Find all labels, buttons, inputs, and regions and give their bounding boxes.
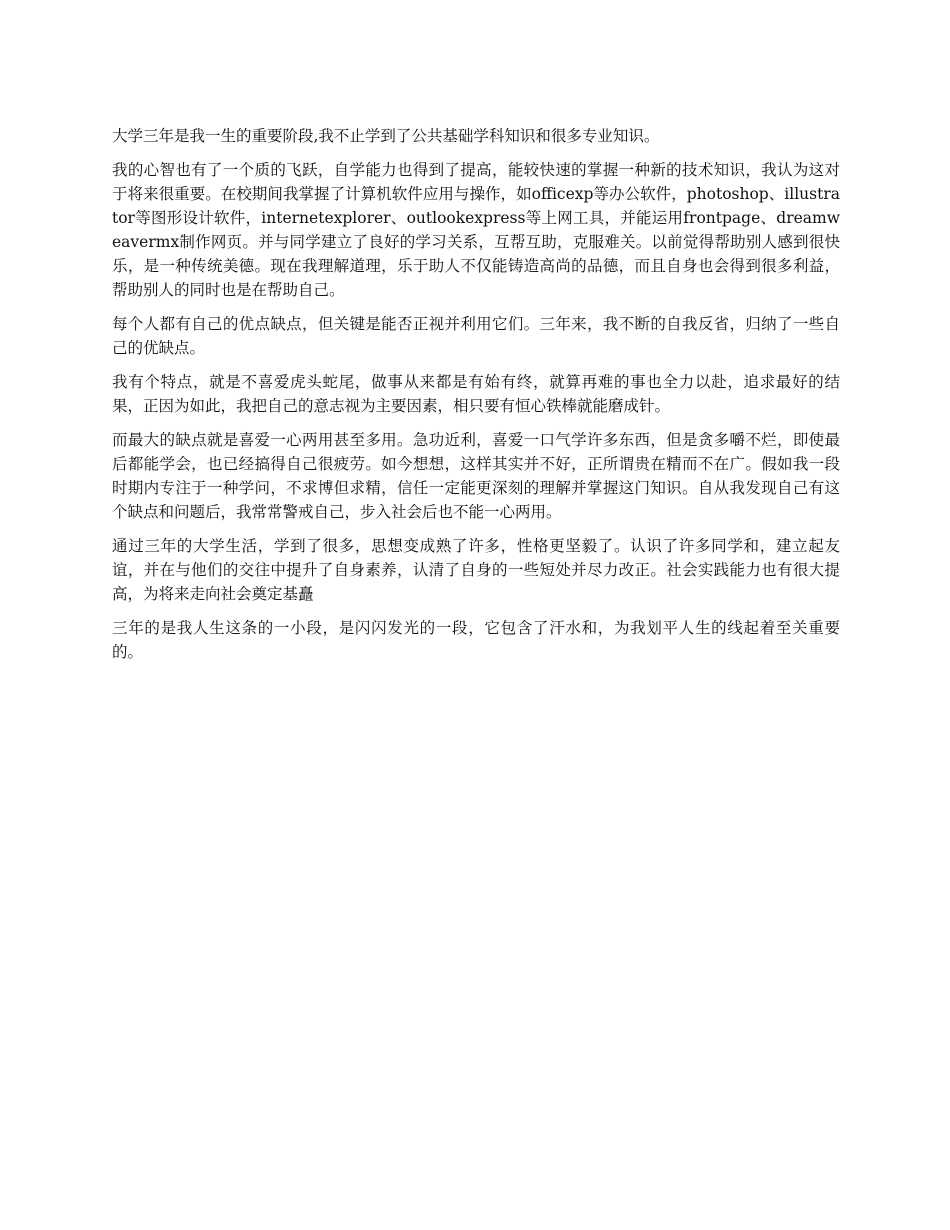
paragraph-1: 大学三年是我一生的重要阶段,我不止学到了公共基础学科知识和很多专业知识。 (112, 127, 660, 145)
paragraph-4: 我有个特点，就是不喜爱虎头蛇尾，做事从来都是有始有终，就算再难的事也全力以赴，追求最好的结果，正因为如此，我把自己的意志视为主要因素，相只要有恒心铁棒就能磨成针。 (112, 373, 840, 415)
paragraph-2: 我的心智也有了一个质的飞跃，自学能力也得到了提高，能较快速的掌握一种新的技术知识，我认为这对于将来很重要。在校期间我掌握了计算机软件应用与操作，如officexp等办公软件，photoshop、illustrator等图形设计软件，internetexplorer、outlookexpress等上网工具，并能运用frontpage、dreamweavermx制作网页。并与同学建立了良好的学习关系，互帮互助，克服难关。以前觉得帮助别人感到很快乐，是一种传统美德。现在我理解道理，乐于助人不仅能铸造高尚的品德，而且自身也会得到很多利益，帮助别人的同时也是在帮助自己。 (112, 161, 840, 299)
paragraph-3: 每个人都有自己的优点缺点，但关键是能否正视并利用它们。三年来，我不断的自我反省，归纳了一些自己的优缺点。 (112, 315, 840, 357)
document-body (112, 124, 840, 674)
paragraph-6: 通过三年的大学生活，学到了很多，思想变成熟了许多，性格更坚毅了。认识了许多同学和，建立起友谊，并在与他们的交往中提升了自身素养，认清了自身的一些短处并尽力改正。社会实践能力也有很大提高，为将来走向社会奠定基矗 (112, 537, 840, 603)
paragraph-5: 而最大的缺点就是喜爱一心两用甚至多用。急功近利，喜爱一口气学许多东西，但是贪多嚼不烂，即使最后都能学会，也已经搞得自己很疲劳。如今想想，这样其实并不好，正所谓贵在精而不在广。假如我一段时期内专注于一种学问，不求博但求精，信任一定能更深刻的理解并掌握这门知识。自从我发现自己有这个缺点和问题后，我常常警戒自己，步入社会后也不能一心两用。 (112, 431, 840, 521)
paragraph-7: 三年的是我人生这条的一小段，是闪闪发光的一段，它包含了汗水和，为我划平人生的线起着至关重要的。 (112, 619, 840, 661)
